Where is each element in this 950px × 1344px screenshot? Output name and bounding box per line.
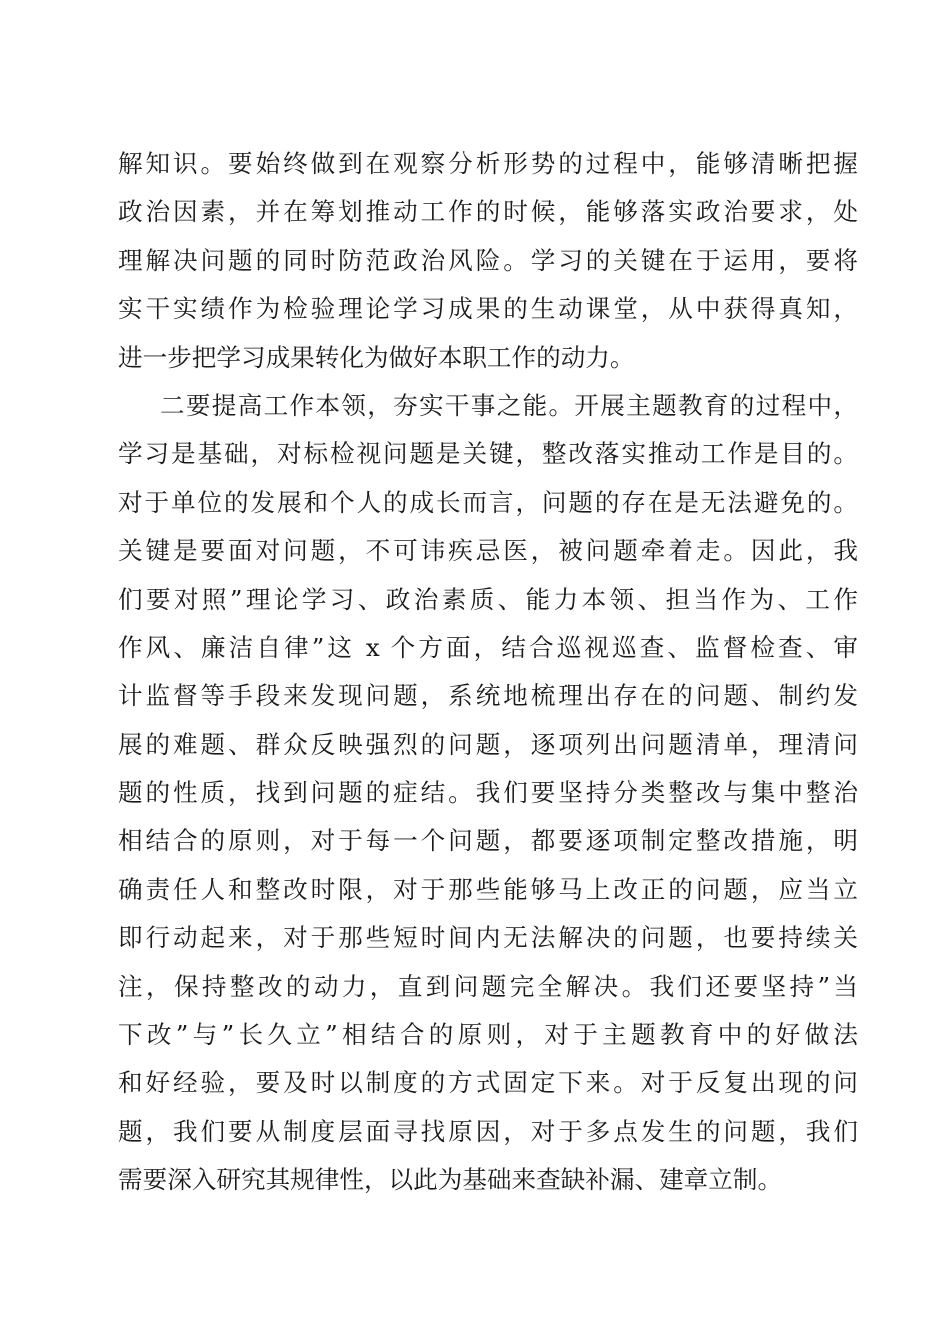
paragraph-1-line-5: 进一步把学习成果转化为做好本职工作的动力。: [118, 342, 635, 372]
paragraph-1-line-2: 政治因素，并在筹划推动工作的时候，能够落实政治要求，处: [118, 197, 858, 227]
paragraph-2-line-9: 题的性质，找到问题的症结。我们要坚持分类整改与集中整治: [118, 778, 858, 808]
paragraph-2-line-17: 需要深入研究其规律性，以此为基础来查缺补漏、建章立制。: [118, 1165, 783, 1195]
paragraph-2-line-5: 们要对照”理论学习、政治素质、能力本领、担当作为、工作: [118, 584, 858, 614]
paragraph-1-line-4: 实干实绩作为检验理论学习成果的生动课堂，从中获得真知，: [118, 294, 858, 324]
paragraph-2-line-14: 下改”与”长久立”相结合的原则，对于主题教育中的好做法: [118, 1020, 858, 1050]
paragraph-2-line-3: 对于单位的发展和个人的成长而言，问题的存在是无法避免的。: [118, 487, 858, 517]
paragraph-2-line-11: 确责任人和整改时限，对于那些能够马上改正的问题，应当立: [118, 874, 858, 904]
paragraph-2-line-13: 注，保持整改的动力，直到问题完全解决。我们还要坚持”当: [118, 971, 858, 1001]
paragraph-2-line-10: 相结合的原则，对于每一个问题，都要逐项制定整改措施，明: [118, 826, 858, 856]
paragraph-1-line-1: 解知识。要始终做到在观察分析形势的过程中，能够清晰把握: [118, 149, 858, 178]
paragraph-2-line-1: 二要提高工作本领，夯实干事之能。开展主题教育的过程中，: [160, 390, 858, 420]
paragraph-2-line-12: 即行动起来，对于那些短时间内无法解决的问题，也要持续关: [118, 923, 858, 953]
paragraph-2-line-8: 展的难题、群众反映强烈的问题，逐项列出问题清单，理清问: [118, 729, 858, 759]
body-text: [118, 140, 858, 1205]
paragraph-2-line-7: 计监督等手段来发现问题，系统地梳理出存在的问题、制约发: [118, 681, 858, 711]
paragraph-2-line-4: 关键是要面对问题，不可讳疾忌医，被问题牵着走。因此，我: [118, 536, 858, 566]
paragraph-2-line-16: 题，我们要从制度层面寻找原因，对于多点发生的问题，我们: [118, 1116, 858, 1146]
paragraph-2-line-2: 学习是基础，对标检视问题是关键，整改落实推动工作是目的。: [118, 439, 858, 469]
paragraph-2-line-6: 作风、廉洁自律”这 x 个方面，结合巡视巡查、监督检查、审: [118, 632, 858, 662]
paragraph-2-line-15: 和好经验，要及时以制度的方式固定下来。对于反复出现的问: [118, 1068, 858, 1098]
paragraph-1-line-3: 理解决问题的同时防范政治风险。学习的关键在于运用，要将: [118, 245, 858, 275]
